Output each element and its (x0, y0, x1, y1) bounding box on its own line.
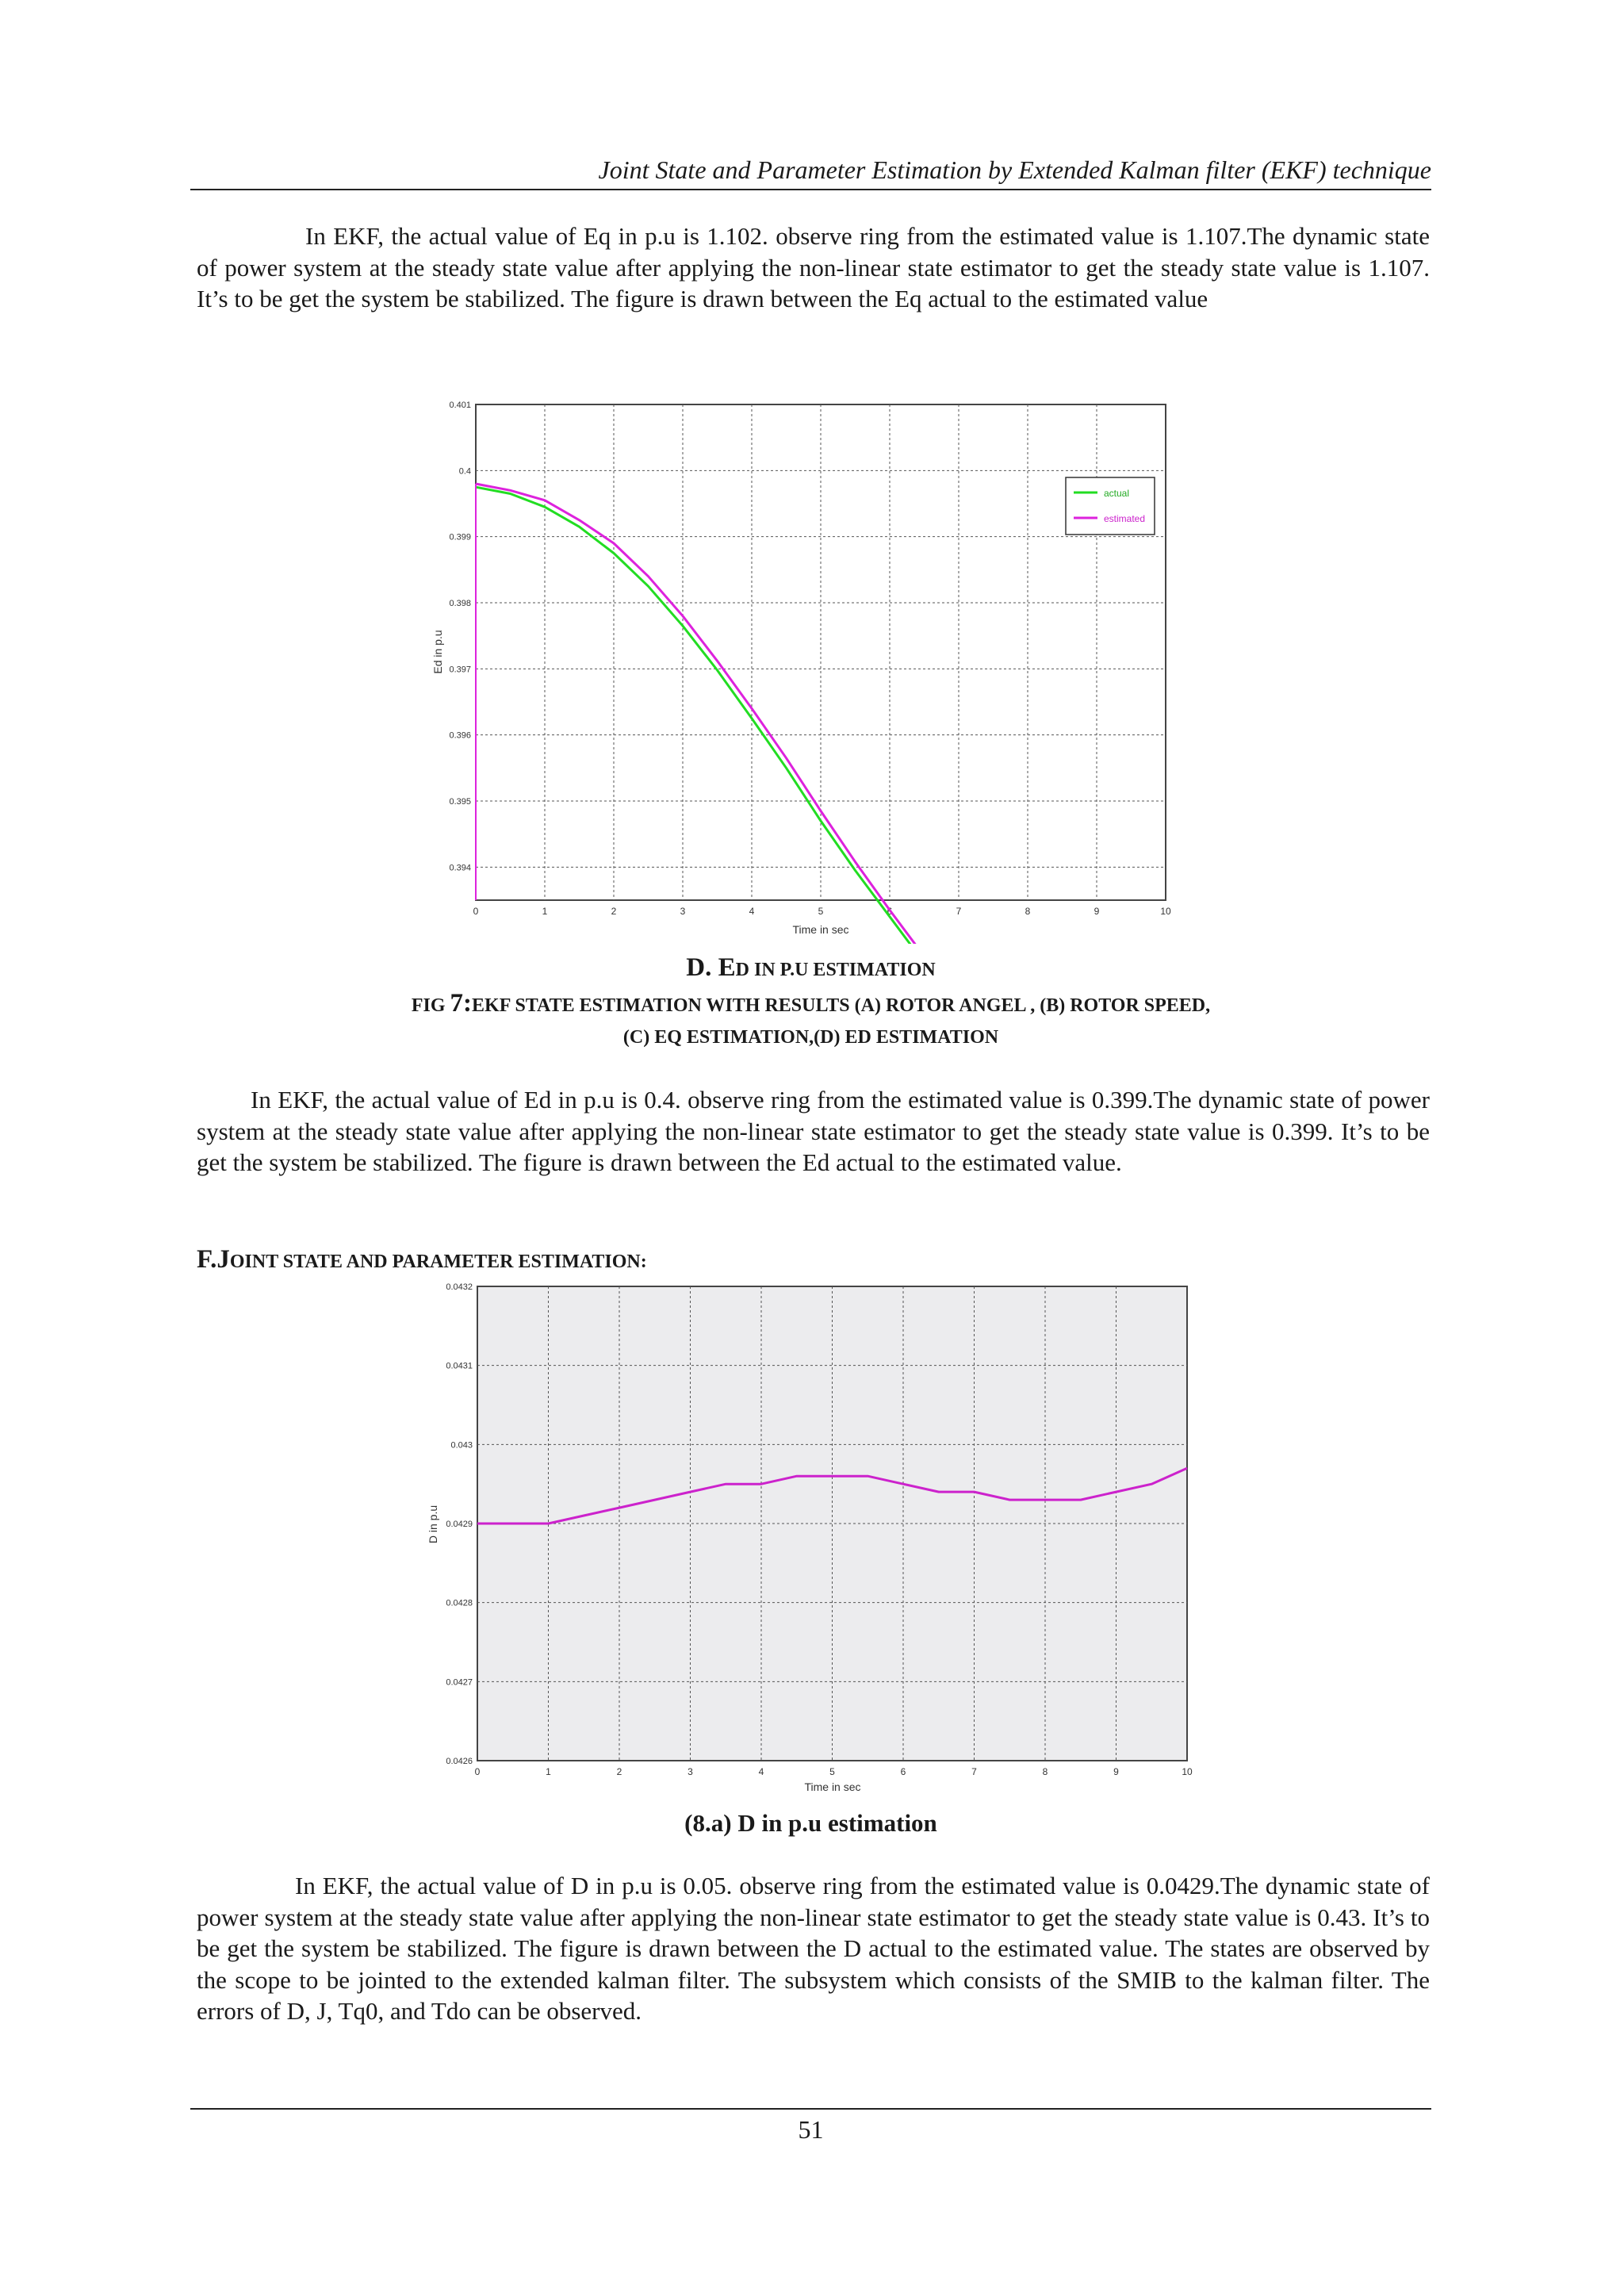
x-tick-label: 0 (474, 1766, 481, 1777)
fig7-number: 7: (450, 989, 473, 1018)
caption-ed-rest: D IN P.U ESTIMATION (735, 960, 936, 980)
ed-legend-box (1066, 477, 1155, 535)
x-tick-label: 10 (1160, 906, 1171, 917)
y-tick-label: 0.401 (449, 401, 471, 410)
y-tick-label: 0.0431 (446, 1361, 473, 1371)
y-tick-label: 0.0429 (446, 1520, 473, 1529)
fig7-line1-b: (A) ROTOR ANGEL , (854, 995, 1040, 1016)
y-tick-label: 0.396 (449, 730, 471, 741)
y-tick-label: 0.4 (458, 466, 471, 477)
d-y-tick-labels (446, 1282, 473, 1766)
header-rule (190, 189, 1431, 190)
x-tick-label: 2 (611, 906, 617, 917)
ed-legend (1066, 477, 1155, 535)
y-tick-label: 0.397 (449, 665, 471, 675)
d-estimation-chart (420, 1269, 1213, 1800)
section-f-rest: OINT STATE AND PARAMETER ESTIMATION: (229, 1251, 647, 1272)
ed-legend-estimated: estimated (1104, 513, 1146, 524)
ed-x-axis-label: Time in sec (792, 923, 849, 936)
caption-8a: (8.a) D in p.u estimation (684, 1809, 937, 1837)
x-tick-label: 8 (1025, 906, 1031, 917)
x-tick-label: 10 (1182, 1766, 1193, 1777)
y-tick-label: 0.394 (449, 863, 471, 873)
ed-legend-actual: actual (1104, 488, 1130, 499)
paragraph-eq: In EKF, the actual value of Eq in p.u is 1.102. observe ring from the estimated value is 1.107.The dynamic state of power system at the steady state value after applying the non-linear state estimator to get the steady state value is 1.107. It’s to be get the system be stabilized. The figure is drawn between the Eq actual to the estimated value (197, 222, 1430, 312)
y-tick-label: 0.0427 (446, 1677, 473, 1688)
x-tick-label: 6 (900, 1766, 906, 1777)
x-tick-label: 2 (616, 1766, 622, 1777)
section-f-prefix: F.J (197, 1245, 230, 1274)
ed-x-tick-labels (473, 906, 1171, 917)
y-tick-label: 0.043 (450, 1440, 473, 1451)
d-x-tick-labels (475, 1766, 1193, 1777)
x-tick-label: 7 (971, 1766, 977, 1777)
d-y-axis-label: D in p.u (427, 1504, 439, 1544)
x-tick-label: 8 (1042, 1766, 1048, 1777)
footer-rule (190, 2108, 1431, 2110)
fig7-line1-a: EKF STATE ESTIMATION WITH RESULTS (472, 995, 855, 1016)
y-tick-label: 0.0426 (446, 1757, 473, 1766)
ed-estimation-chart (420, 389, 1213, 944)
y-tick-label: 0.395 (449, 797, 471, 807)
x-tick-label: 1 (546, 1766, 551, 1777)
x-tick-label: 0 (473, 906, 479, 917)
fig7-prefix: FIG (411, 995, 450, 1016)
x-tick-label: 3 (688, 1766, 693, 1777)
page-number: 51 (798, 2115, 824, 2144)
x-tick-label: 5 (829, 1766, 835, 1777)
y-tick-label: 0.0428 (446, 1598, 473, 1608)
d-x-axis-label: Time in sec (804, 1780, 861, 1793)
ed-y-tick-labels (449, 401, 471, 872)
running-header: Joint State and Parameter Estimation by Extended Kalman filter (EKF) technique (598, 155, 1431, 184)
x-tick-label: 1 (542, 906, 548, 917)
ed-y-axis-label: Ed in p.u (431, 630, 444, 674)
caption-ed-prefix: D. E (686, 953, 736, 982)
x-tick-label: 4 (749, 906, 755, 917)
paragraph-ed: In EKF, the actual value of Ed in p.u is 0.4. observe ring from the estimated value is 0.399.The dynamic state of power system at the steady state value after applying the non-linear state estimator to get the steady state value is 0.399. It’s to be get the system be stabilized. The figure is drawn between the Ed actual to the estimated value. (197, 1086, 1430, 1176)
figure-7-caption (190, 988, 1431, 1052)
x-tick-label: 7 (956, 906, 962, 917)
paragraph-d: In EKF, the actual value of D in p.u is 0.05. observe ring from the estimated value is 0.0429.The dynamic state of power system at the steady state value after applying the non-linear state estimator to get the steady state value is 0.43. It’s to be get the system be stabilized. The figure is drawn between the D actual to the estimated value. The states are observed by the scope to be jointed to the extended kalman filter. The subsystem which consists of the SMIB to the kalman filter. The errors of D, J, Tq0, and Tdo can be observed. (197, 1872, 1430, 2025)
fig7-line2: (C) EQ ESTIMATION,(D) ED ESTIMATION (622, 1027, 999, 1048)
caption-ed (190, 953, 1431, 985)
fig7-line1-c: (B) ROTOR SPEED, (1040, 995, 1211, 1016)
x-tick-label: 6 (887, 906, 893, 917)
y-tick-label: 0.398 (449, 599, 471, 608)
x-tick-label: 9 (1113, 1766, 1119, 1777)
y-tick-label: 0.0432 (446, 1282, 473, 1292)
x-tick-label: 4 (758, 1766, 764, 1777)
x-tick-label: 5 (818, 906, 824, 917)
x-tick-label: 3 (680, 906, 686, 917)
y-tick-label: 0.399 (449, 532, 471, 542)
x-tick-label: 9 (1094, 906, 1100, 917)
